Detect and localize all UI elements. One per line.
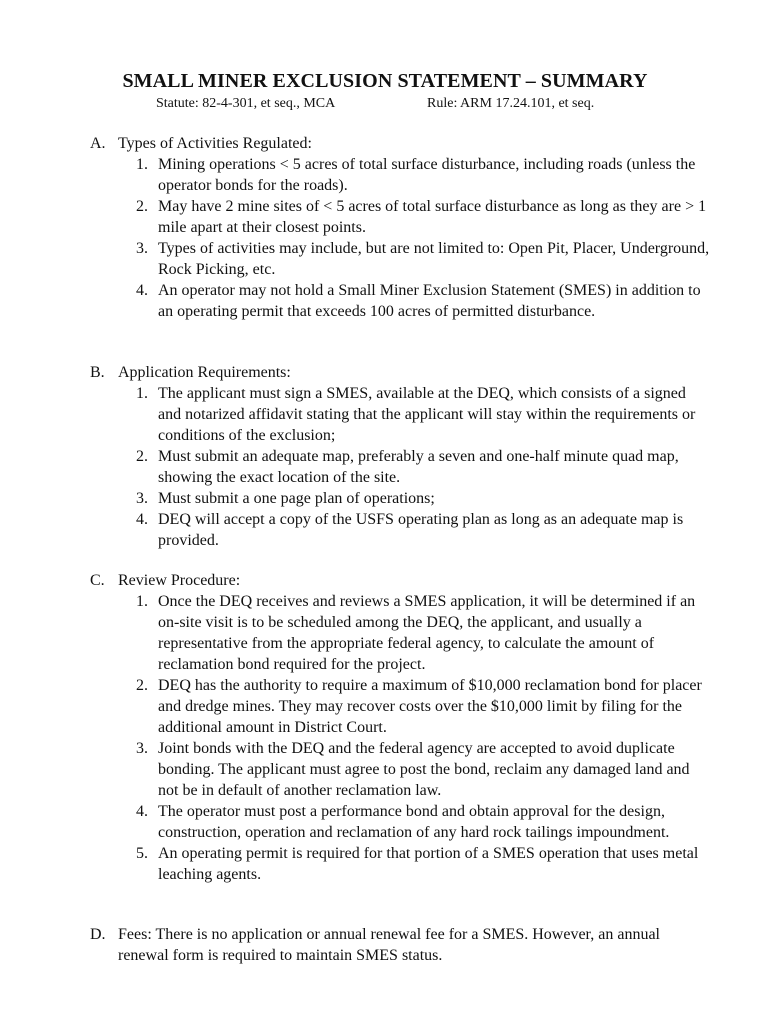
item-number: 1. bbox=[136, 156, 148, 173]
item-number: 3. bbox=[136, 490, 148, 507]
list-item bbox=[90, 738, 710, 801]
item-number: 1. bbox=[136, 385, 148, 402]
item-text: An operator may not hold a Small Miner Exclusion Statement (SMES) in addition to an operating permit that exceeds 100 acres of permitted disturbance. bbox=[158, 282, 701, 320]
section-heading: Application Requirements: bbox=[118, 364, 291, 381]
item-number: 4. bbox=[136, 511, 148, 528]
item-number: 2. bbox=[136, 677, 148, 694]
section-b bbox=[90, 362, 710, 551]
item-text: May have 2 mine sites of < 5 acres of total surface disturbance as long as they are > 1 mile apart at their closest points. bbox=[158, 198, 707, 236]
item-number: 3. bbox=[136, 740, 148, 757]
item-text: Mining operations < 5 acres of total surface disturbance, including roads (unless the operator bonds for the roads). bbox=[158, 156, 696, 194]
section-c bbox=[90, 570, 710, 885]
item-text: The applicant must sign a SMES, available at the DEQ, which consists of a signed and notarized affidavit stating that the applicant will stay within the requirements or conditions of the exclusion; bbox=[158, 385, 696, 444]
section-heading: Types of Activities Regulated: bbox=[118, 135, 312, 152]
list-item bbox=[90, 196, 710, 238]
statute-reference: Statute: 82-4-301, et seq., MCA bbox=[156, 96, 336, 111]
item-text: Types of activities may include, but are not limited to: Open Pit, Placer, Underground, Rock Picking, etc. bbox=[158, 240, 710, 278]
list-item bbox=[90, 280, 710, 322]
section-heading: Review Procedure: bbox=[118, 572, 241, 589]
section-letter: D. bbox=[90, 926, 106, 943]
item-text: The operator must post a performance bond and obtain approval for the design, construction, operation and reclamation of any hard rock tailings impoundment. bbox=[158, 803, 670, 841]
item-text: DEQ has the authority to require a maximum of $10,000 reclamation bond for placer and dredge mines. They may recover costs over the $10,000 limit by filing for the additional amount in District Court. bbox=[158, 677, 702, 736]
list-item bbox=[90, 675, 710, 738]
item-text: Must submit a one page plan of operations; bbox=[158, 490, 435, 507]
item-number: 2. bbox=[136, 198, 148, 215]
section-a bbox=[90, 133, 710, 322]
list-item bbox=[90, 488, 710, 509]
section-d bbox=[90, 924, 710, 966]
document-title: SMALL MINER EXCLUSION STATEMENT – SUMMARY bbox=[122, 70, 648, 92]
section-letter: C. bbox=[90, 572, 105, 589]
list-item bbox=[90, 154, 710, 196]
item-number: 1. bbox=[136, 593, 148, 610]
list-item bbox=[90, 801, 710, 843]
list-item bbox=[90, 238, 710, 280]
list-item bbox=[90, 843, 710, 885]
section-letter: A. bbox=[90, 135, 106, 152]
rule-reference: Rule: ARM 17.24.101, et seq. bbox=[427, 96, 595, 111]
item-number: 4. bbox=[136, 803, 148, 820]
fees-text: Fees: There is no application or annual renewal fee for a SMES. However, an annual renewal form is required to maintain SMES status. bbox=[118, 926, 660, 964]
section-letter: B. bbox=[90, 364, 105, 381]
item-text: DEQ will accept a copy of the USFS operating plan as long as an adequate map is provided. bbox=[158, 511, 684, 549]
list-item bbox=[90, 383, 710, 446]
item-text: An operating permit is required for that portion of a SMES operation that uses metal leaching agents. bbox=[158, 845, 699, 883]
item-number: 4. bbox=[136, 282, 148, 299]
item-text: Must submit an adequate map, preferably a seven and one-half minute quad map, showing the exact location of the site. bbox=[158, 448, 679, 486]
list-item bbox=[90, 509, 710, 551]
item-number: 2. bbox=[136, 448, 148, 465]
list-item bbox=[90, 446, 710, 488]
item-number: 5. bbox=[136, 845, 148, 862]
item-text: Joint bonds with the DEQ and the federal agency are accepted to avoid duplicate bonding. The applicant must agree to post the bond, reclaim any damaged land and not be in default of another reclamation law. bbox=[158, 740, 690, 799]
item-text: Once the DEQ receives and reviews a SMES application, it will be determined if an on-site visit is to be scheduled among the DEQ, the applicant, and usually a representative from the appropriate federal agency, to calculate the amount of reclamation bond required for the project. bbox=[158, 593, 696, 673]
list-item bbox=[90, 591, 710, 675]
item-number: 3. bbox=[136, 240, 148, 257]
